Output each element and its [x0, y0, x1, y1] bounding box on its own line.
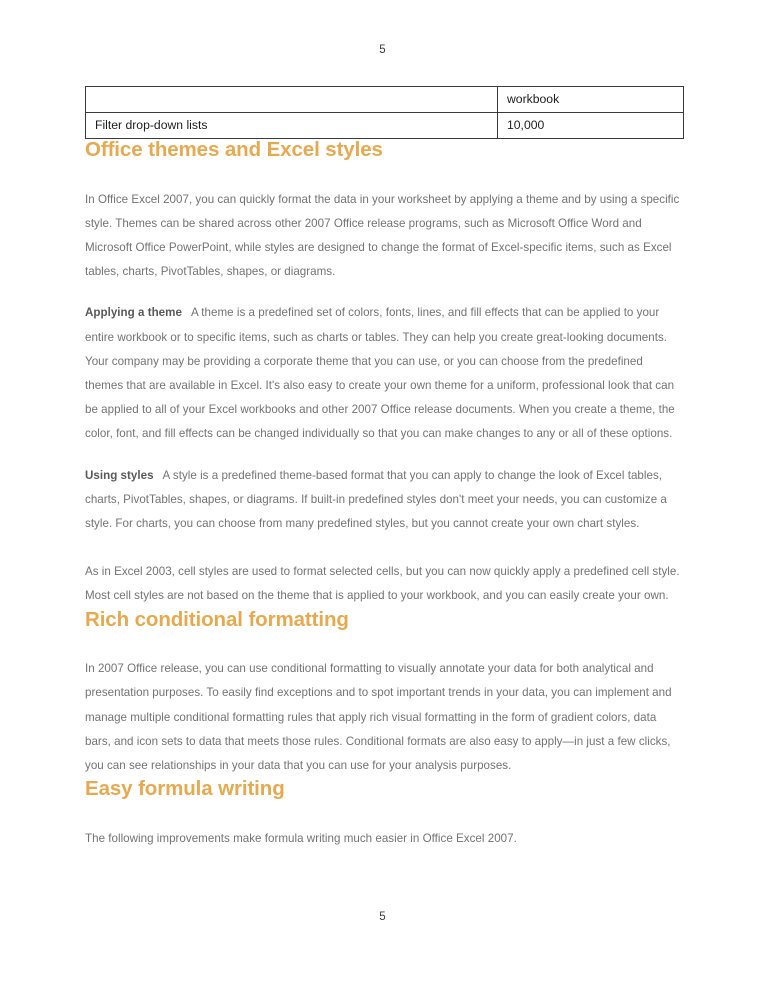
- section-heading-office-themes: Office themes and Excel styles: [85, 138, 383, 162]
- lead-in-applying-a-theme: Applying a theme: [85, 306, 182, 320]
- page-number-footer: 5: [379, 911, 386, 923]
- page-content: [85, 86, 683, 851]
- table-row: [86, 113, 684, 139]
- table-row: [86, 87, 684, 113]
- limits-table: [85, 86, 684, 139]
- page-number-header: 5: [379, 44, 386, 56]
- paragraph-using-styles: [85, 464, 683, 537]
- paragraph-formula-intro: The following improvements make formula writing much easier in Office Excel 2007.: [85, 831, 517, 845]
- table-cell-limit: workbook: [498, 87, 684, 113]
- section-heading-rich-conditional-formatting: Rich conditional formatting: [85, 607, 349, 631]
- lead-in-using-styles: Using styles: [85, 468, 154, 482]
- paragraph-applying-a-theme-body: A theme is a predefined set of colors, fonts, lines, and fill effects that can be applied to your entire workbook or to specific items, such as charts or tables. They can help you create great-looking documents. Your company may be providing a corporate theme that you can use, or you can choose from the predefined themes that are available in Excel. It's also easy to create your own theme for a uniform, professional look that can be applied to all of your Excel workbooks and other 2007 Office release documents. When you create a theme, the color, font, and fill effects can be changed individually so that you can make changes to any or all of these options.: [85, 306, 675, 441]
- paragraph-applying-a-theme: [85, 301, 683, 446]
- table-cell-feature: [86, 87, 498, 113]
- section-heading-easy-formula-writing: Easy formula writing: [85, 777, 285, 801]
- paragraph-using-styles-body: A style is a predefined theme-based format that you can apply to change the look of Excel tables, charts, PivotTables, shapes, or diagrams. If built-in predefined styles don't meet your needs, you can customize a style. For charts, you can choose from many predefined styles, but you cannot create your own chart styles.: [85, 468, 667, 531]
- table-cell-limit: 10,000: [498, 113, 684, 139]
- paragraph-intro: In Office Excel 2007, you can quickly format the data in your worksheet by applying a theme and by using a specific style. Themes can be shared across other 2007 Office release programs, such as Microsoft Office Word and Microsoft Office PowerPoint, while styles are designed to change the format of Excel-specific items, such as Excel tables, charts, PivotTables, shapes, or diagrams.: [85, 192, 680, 279]
- table-cell-feature: Filter drop-down lists: [86, 113, 498, 139]
- paragraph-conditional-formatting: In 2007 Office release, you can use conditional formatting to visually annotate your data for both analytical and presentation purposes. To easily find exceptions and to spot important trends in your data, you can implement and manage multiple conditional formatting rules that apply rich visual formatting in the form of gradient colors, data bars, and icon sets to data that meets those rules. Conditional formats are also easy to apply—in just a few clicks, you can see relationships in your data that you can use for your analysis purposes.: [85, 662, 672, 773]
- paragraph-cell-styles: As in Excel 2003, cell styles are used to format selected cells, but you can now quickly apply a predefined cell style. Most cell styles are not based on the theme that is applied to your workbook, and you can easily create your own.: [85, 565, 680, 603]
